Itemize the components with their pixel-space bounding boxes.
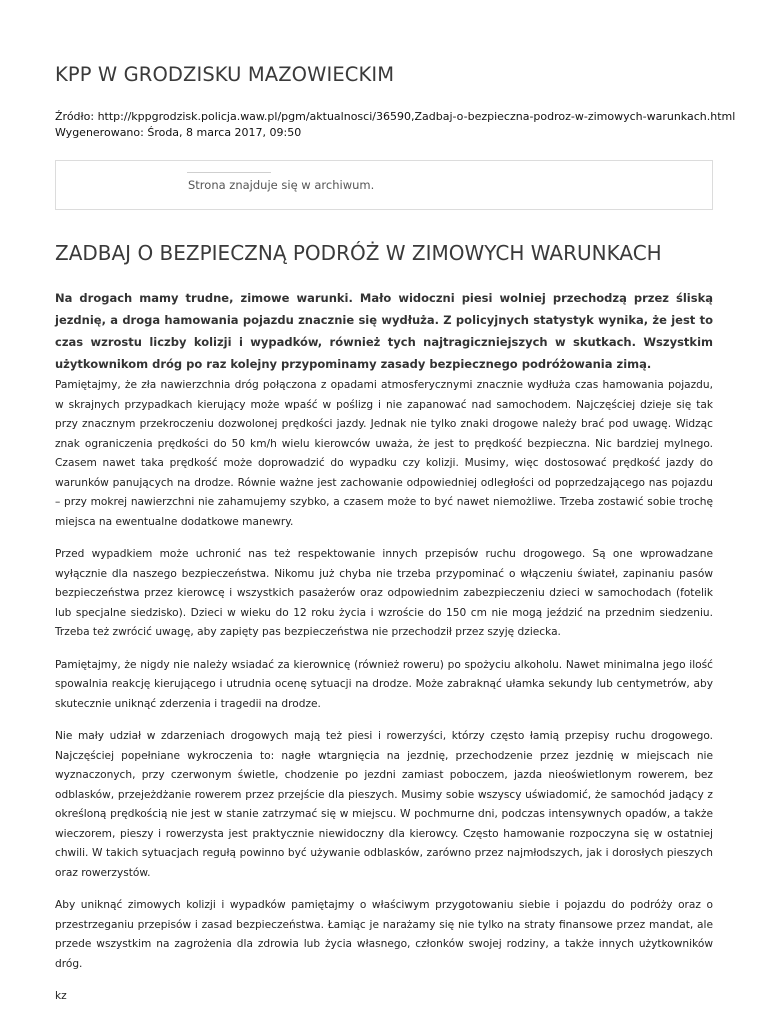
article-lead: Na drogach mamy trudne, zimowe warunki. Mało widoczni piesi wolniej przechodzą przez śliską jezdnię, a droga hamowania pojazdu znacznie się wydłuża. Z policyjnych statystyk wynika, że jest to czas wzrostu liczby kolizji i wypadków, również tych najtragiczniejszych w skutkach. Wszystkim użytkownikom dróg po raz kolejny przypominamy zasady bezpiecznego podróżowania zimą.: [55, 291, 713, 371]
source-url: Źródło: http://kppgrodzisk.policja.waw.pl/pgm/aktualnosci/36590,Zadbaj-o-bezpieczna-podroz-w-zimowych-warunkach.html: [55, 110, 736, 123]
article-paragraph: Nie mały udział w zdarzeniach drogowych mają też piesi i rowerzyści, którzy często łamią przepisy ruchu drogowego. Najczęściej popełniane wykroczenia to: nagłe wtargnięcia na jezdnię, przechodzenie przez jezdnię w miejscach nie wyznaczonych, przy czerwonym świetle, chodzenie po jezdni zamiast poboczem, jazda nieoświetlonym rowerem, bez odblasków, przejeżdżanie rowerem przez przejście dla pieszych. Musimy sobie wszyscy uświadomić, że samochód jadący z określoną prędkością nie jest w stanie zatrzymać się w miejscu. W pochmurne dni, podczas intensywnych opadów, a także wieczorem, pieszy i rowerzysta jest praktycznie niewidoczny dla kierowcy. Często hamowanie rozpoczyna się w ostatniej chwili. W takich sytuacjach regułą powinno być używanie odblasków, zarówno przez najmłodszych, jak i dorosłych pieszych oraz rowerzystów.: [55, 730, 713, 879]
article-paragraph: Pamiętajmy, że zła nawierzchnia dróg połączona z opadami atmosferycznymi znacznie wydłuża czas hamowania pojazdu, w skrajnych przypadkach kierujący może wpaść w poślizg i nie zapanować nad samochodem. Najczęściej dzieje się tak przy znacznym przekroczeniu dozwolonej prędkości jazdy. Jednak nie tylko znaki drogowe należy brać pod uwagę. Widząc znak ograniczenia prędkości do 50 km/h wielu kierowców uważa, że jest to prędkość bezpieczna. Nic bardziej mylnego. Czasem nawet taka prędkość może doprowadzić do wypadku czy kolizji. Musimy, więc dostosować prędkość jazdy do warunków panujących na drodze. Równie ważne jest zachowanie odpowiedniej odległości od poprzedzającego nas pojazdu – przy mokrej nawierzchni nie zahamujemy szybko, a czasem może to być nawet niemożliwe. Trzeba zostawić sobie trochę miejsca na ewentualne dodatkowe manewry.: [55, 379, 713, 528]
generated-date: Wygenerowano: Środa, 8 marca 2017, 09:50: [55, 125, 302, 139]
article-paragraph: Pamiętajmy, że nigdy nie należy wsiadać za kierownicę (również roweru) po spożyciu alkoholu. Nawet minimalna jego ilość spowalnia reakcję kierującego i utrudnia ocenę sytuacji na drodze. Może zabraknąć ułamka sekundy lub centymetrów, aby skutecznie uniknąć zderzenia i tragedii na drodze.: [55, 658, 713, 710]
document-meta: [55, 109, 735, 140]
article-title: ZADBAJ O BEZPIECZNĄ PODRÓŻ W ZIMOWYCH WARUNKACH: [55, 241, 662, 265]
article-paragraph: Przed wypadkiem może uchronić nas też respektowanie innych przepisów ruchu drogowego. Są one wprowadzane wyłącznie dla naszego bezpieczeństwa. Nikomu już chyba nie trzeba przypominać o włączeniu świateł, zapinaniu pasów bezpieczeństwa przez kierowcę i wszystkich pasażerów oraz odpowiednim zabezpieczeniu dzieci w samochodach (fotelik lub specjalne siedzisko). Dzieci w wieku do 12 roku życia i wzroście do 150 cm nie mogą jeździć na przednim siedzeniu. Trzeba też zwrócić uwagę, aby zapięty pas bezpieczeństwa nie przechodził przez szyję dziecka.: [55, 548, 713, 638]
archive-notice-box: [55, 160, 713, 210]
article-paragraph: Aby uniknąć zimowych kolizji i wypadków pamiętajmy o właściwym przygotowaniu siebie i pojazdu do podróży oraz o przestrzeganiu przepisów i zasad bezpieczeństwa. Łamiąc je narażamy się nie tylko na straty finansowe przez mandat, ale przede wszystkim na zagrożenia dla zdrowia lub życia własnego, członków swojej rodziny, a także innych użytkowników dróg.: [55, 899, 713, 970]
article-author: kz: [55, 990, 67, 1002]
article-body: [55, 376, 713, 1020]
archive-notice: Strona znajduje się w archiwum.: [188, 178, 375, 192]
archive-divider: [187, 172, 271, 173]
site-title: KPP W GRODZISKU MAZOWIECKIM: [55, 63, 395, 86]
